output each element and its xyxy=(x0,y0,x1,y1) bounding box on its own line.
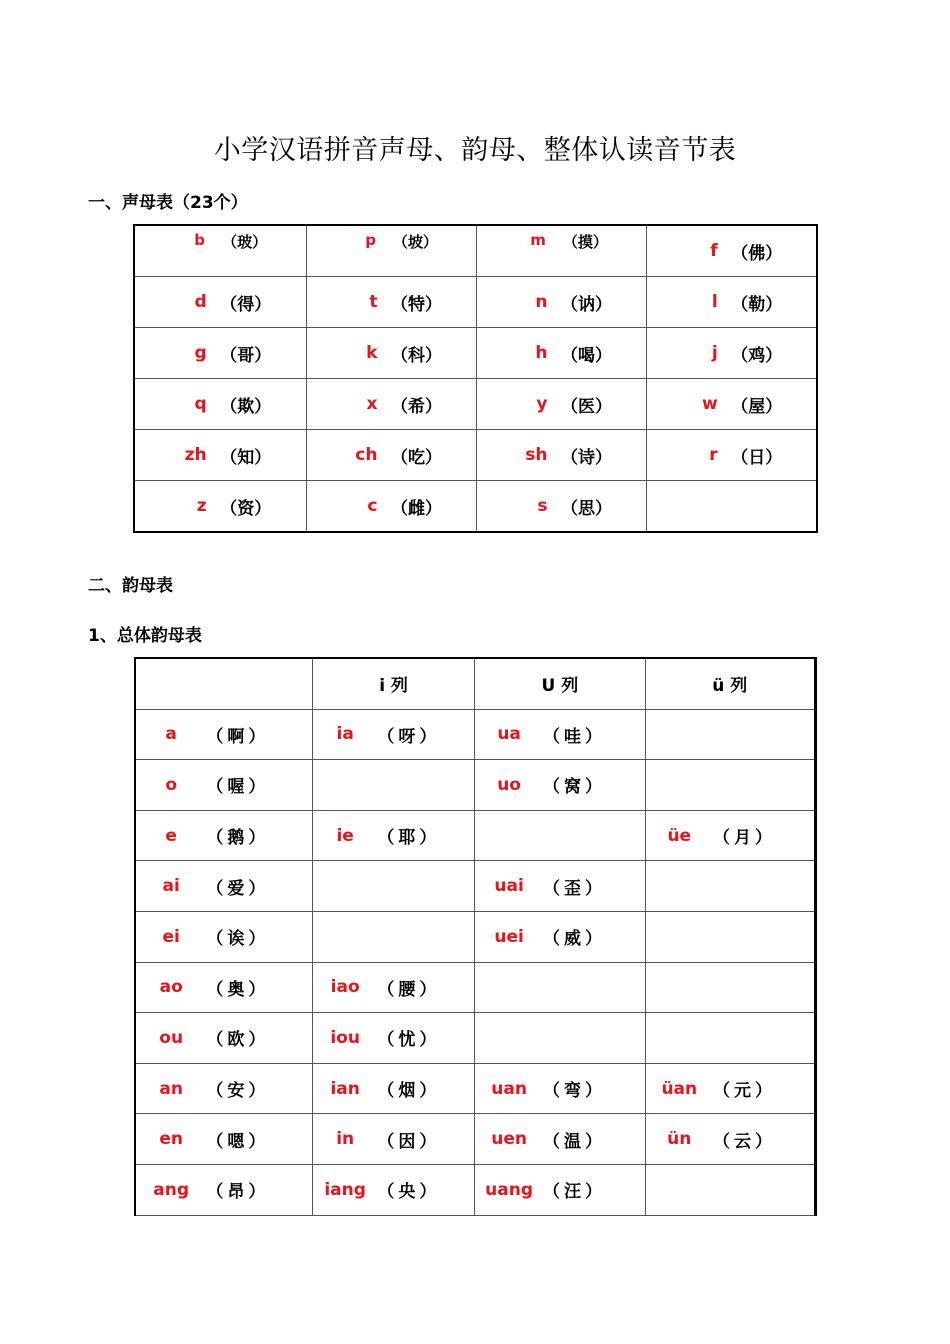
table-cell xyxy=(645,911,815,962)
pinyin-text: n xyxy=(535,292,548,312)
hanzi-example: （知） xyxy=(220,447,272,468)
pinyin-text: zh xyxy=(184,445,207,465)
table-cell xyxy=(475,861,645,912)
table-row xyxy=(135,911,816,962)
table-cell xyxy=(646,225,817,277)
table-row xyxy=(135,1013,816,1064)
hanzi-example: （欺） xyxy=(220,396,272,417)
syllable-entry xyxy=(313,1025,474,1050)
table-cell xyxy=(312,1063,474,1114)
hanzi-example: （思） xyxy=(560,498,612,519)
hanzi-example: （窝） xyxy=(542,777,606,798)
table-row xyxy=(134,225,817,277)
pinyin-text: en xyxy=(159,1129,183,1150)
table-row xyxy=(134,430,817,481)
syllable-entry xyxy=(477,443,646,468)
table-cell xyxy=(646,328,817,379)
pinyin-text: m xyxy=(530,231,546,249)
table-cell xyxy=(476,328,646,379)
hanzi-example: （因） xyxy=(377,1131,441,1152)
table-cell xyxy=(312,1164,474,1215)
table-row xyxy=(135,1063,816,1114)
pinyin-text: p xyxy=(365,231,376,249)
table-cell xyxy=(134,481,306,533)
table-cell xyxy=(645,1164,815,1215)
pinyin-text: in xyxy=(336,1129,355,1150)
pinyin-text: o xyxy=(165,774,178,795)
table-row xyxy=(135,1114,816,1165)
hanzi-example: （诶） xyxy=(206,929,270,950)
table-cell xyxy=(645,962,815,1013)
table-cell xyxy=(312,861,474,912)
syllable-entry xyxy=(313,1127,474,1152)
syllable-entry xyxy=(136,874,312,899)
finals-table xyxy=(134,657,817,1216)
pinyin-text: y xyxy=(536,394,548,414)
hanzi-example: （雌） xyxy=(390,498,442,519)
syllable-entry xyxy=(135,227,306,275)
hanzi-example: （弯） xyxy=(542,1081,606,1102)
syllable-entry xyxy=(647,392,817,417)
pinyin-text: w xyxy=(701,394,718,414)
syllable-entry xyxy=(136,975,312,1000)
pinyin-text: uai xyxy=(494,876,524,897)
syllable-entry xyxy=(136,924,312,949)
syllable-entry xyxy=(477,290,646,315)
table-cell xyxy=(645,1063,815,1114)
table-cell xyxy=(312,1114,474,1165)
hanzi-example: （喔） xyxy=(206,777,270,798)
table-cell xyxy=(646,379,817,430)
syllable-entry xyxy=(313,1076,474,1101)
table-cell xyxy=(645,861,815,912)
table-cell xyxy=(475,1164,645,1215)
table-cell xyxy=(306,277,476,328)
table-cell xyxy=(475,1063,645,1114)
pinyin-text: b xyxy=(194,231,206,249)
table-header-row xyxy=(135,658,816,709)
syllable-entry xyxy=(135,341,306,366)
table-cell xyxy=(475,760,645,811)
table-cell xyxy=(475,810,645,861)
table-cell xyxy=(645,709,815,760)
pinyin-text: ou xyxy=(159,1027,184,1048)
syllable-entry xyxy=(135,290,306,315)
table-cell xyxy=(135,861,312,912)
table-cell xyxy=(135,1013,312,1064)
syllable-entry xyxy=(477,227,646,275)
syllable-entry xyxy=(647,443,817,468)
pinyin-text: f xyxy=(710,241,718,261)
pinyin-text: g xyxy=(194,343,207,363)
pinyin-text: ai xyxy=(162,876,180,897)
pinyin-text: ie xyxy=(336,825,354,846)
syllable-entry xyxy=(136,1177,312,1202)
hanzi-example: （玻） xyxy=(222,233,268,251)
syllable-entry xyxy=(307,290,476,315)
syllable-entry xyxy=(313,975,474,1000)
pinyin-text: ao xyxy=(159,977,183,998)
hanzi-example: （科） xyxy=(390,345,442,366)
table-cell xyxy=(306,379,476,430)
hanzi-example: （屋） xyxy=(731,396,783,417)
table-cell xyxy=(475,962,645,1013)
pinyin-text: c xyxy=(367,496,378,516)
pinyin-text: uan xyxy=(491,1078,527,1099)
hanzi-example: （央） xyxy=(377,1182,441,1203)
column-header: i 列 xyxy=(312,658,474,709)
hanzi-example: （勒） xyxy=(731,294,783,315)
table-cell xyxy=(135,760,312,811)
hanzi-example: （元） xyxy=(712,1081,776,1102)
hanzi-example: （佛） xyxy=(731,243,783,264)
hanzi-example: （忧） xyxy=(377,1030,441,1051)
page-title: 小学汉语拼音声母、韵母、整体认读音节表 xyxy=(213,135,737,166)
column-header: ü 列 xyxy=(645,658,815,709)
table-cell xyxy=(134,328,306,379)
syllable-entry xyxy=(313,722,474,747)
section-heading-initials: 一、声母表（23个） xyxy=(88,193,248,213)
syllable-entry xyxy=(647,341,817,366)
table-cell xyxy=(306,481,476,533)
pinyin-text: ia xyxy=(336,724,354,745)
table-cell xyxy=(476,225,646,277)
hanzi-example: （摸） xyxy=(562,233,608,251)
hanzi-example: （资） xyxy=(220,498,272,519)
table-cell xyxy=(475,709,645,760)
syllable-entry xyxy=(477,341,646,366)
table-cell xyxy=(306,328,476,379)
pinyin-text: e xyxy=(165,825,177,846)
syllable-entry xyxy=(307,227,476,275)
pinyin-text: uen xyxy=(491,1129,527,1150)
section-heading-finals: 二、韵母表 xyxy=(88,576,173,596)
hanzi-example: （鸡） xyxy=(731,345,783,366)
hanzi-example: （诗） xyxy=(560,447,612,468)
syllable-entry xyxy=(646,823,814,848)
pinyin-text: uang xyxy=(485,1179,534,1200)
table-cell xyxy=(134,277,306,328)
syllable-entry xyxy=(307,443,476,468)
hanzi-example: （耶） xyxy=(377,828,441,849)
syllable-entry xyxy=(135,443,306,468)
hanzi-example: （温） xyxy=(542,1131,606,1152)
hanzi-example: （欧） xyxy=(206,1030,270,1051)
table-cell xyxy=(135,962,312,1013)
syllable-entry xyxy=(475,924,644,949)
hanzi-example: （医） xyxy=(560,396,612,417)
table-cell xyxy=(475,1114,645,1165)
table-cell xyxy=(134,430,306,481)
table-cell xyxy=(135,709,312,760)
pinyin-text: s xyxy=(537,496,548,516)
hanzi-example: （吃） xyxy=(390,447,442,468)
table-cell xyxy=(476,277,646,328)
syllable-entry xyxy=(136,1025,312,1050)
hanzi-example: （奥） xyxy=(206,979,270,1000)
table-row xyxy=(135,760,816,811)
column-header: U 列 xyxy=(475,658,645,709)
syllable-entry xyxy=(307,341,476,366)
hanzi-example: （月） xyxy=(712,828,776,849)
hanzi-example: （昂） xyxy=(206,1182,270,1203)
pinyin-text: q xyxy=(194,394,207,414)
table-cell xyxy=(312,709,474,760)
initials-table xyxy=(133,224,818,533)
syllable-entry xyxy=(136,823,312,848)
pinyin-text: sh xyxy=(525,445,548,465)
column-header xyxy=(135,658,312,709)
table-cell xyxy=(646,430,817,481)
table-cell xyxy=(135,1164,312,1215)
table-cell xyxy=(134,225,306,277)
hanzi-example: （爱） xyxy=(206,878,270,899)
syllable-entry xyxy=(136,1127,312,1152)
pinyin-text: uo xyxy=(497,774,521,795)
syllable-entry xyxy=(135,392,306,417)
pinyin-text: ün xyxy=(667,1129,692,1150)
hanzi-example: （哇） xyxy=(542,726,606,747)
syllable-entry xyxy=(307,494,476,519)
hanzi-example: （安） xyxy=(206,1081,270,1102)
hanzi-example: （汪） xyxy=(542,1182,606,1203)
table-row xyxy=(134,481,817,533)
syllable-entry xyxy=(647,239,817,264)
table-cell xyxy=(312,760,474,811)
pinyin-text: r xyxy=(709,445,718,465)
table-cell xyxy=(135,1114,312,1165)
pinyin-text: üan xyxy=(661,1078,698,1099)
table-cell xyxy=(312,962,474,1013)
pinyin-text: l xyxy=(711,292,718,312)
hanzi-example: （嗯） xyxy=(206,1131,270,1152)
table-cell xyxy=(645,1114,815,1165)
table-cell xyxy=(476,481,646,533)
pinyin-text: iou xyxy=(330,1027,360,1048)
syllable-entry xyxy=(313,823,474,848)
table-cell xyxy=(312,911,474,962)
table-cell xyxy=(306,225,476,277)
hanzi-example: （鹅） xyxy=(206,828,270,849)
hanzi-example: （歪） xyxy=(542,878,606,899)
table-cell xyxy=(312,810,474,861)
pinyin-text: t xyxy=(369,292,378,312)
hanzi-example: （喝） xyxy=(560,345,612,366)
pinyin-text: ch xyxy=(355,445,378,465)
pinyin-text: an xyxy=(159,1078,183,1099)
pinyin-text: a xyxy=(165,724,177,745)
syllable-entry xyxy=(475,722,644,747)
pinyin-text: j xyxy=(711,343,718,363)
pinyin-text: x xyxy=(366,394,378,414)
table-cell xyxy=(306,430,476,481)
syllable-entry xyxy=(135,494,306,519)
syllable-entry xyxy=(136,772,312,797)
syllable-entry xyxy=(136,1076,312,1101)
table-cell xyxy=(135,810,312,861)
pinyin-text: iao xyxy=(330,977,360,998)
table-cell xyxy=(475,911,645,962)
pinyin-text: iang xyxy=(324,1179,366,1200)
table-row xyxy=(134,277,817,328)
syllable-entry xyxy=(477,494,646,519)
table-cell xyxy=(312,1013,474,1064)
pinyin-text: ei xyxy=(162,926,180,947)
table-cell xyxy=(645,810,815,861)
syllable-entry xyxy=(646,1076,814,1101)
table-cell xyxy=(645,1013,815,1064)
hanzi-example: （特） xyxy=(390,294,442,315)
syllable-entry xyxy=(477,392,646,417)
hanzi-example: （得） xyxy=(220,294,272,315)
table-row xyxy=(135,810,816,861)
pinyin-text: k xyxy=(366,343,378,363)
syllable-entry xyxy=(307,392,476,417)
pinyin-text: üe xyxy=(667,825,692,846)
hanzi-example: （腰） xyxy=(377,979,441,1000)
syllable-entry xyxy=(475,874,644,899)
table-row xyxy=(135,962,816,1013)
pinyin-text: ian xyxy=(330,1078,360,1099)
syllable-entry xyxy=(646,1127,814,1152)
hanzi-example: （威） xyxy=(542,929,606,950)
pinyin-text: z xyxy=(196,496,207,516)
table-cell xyxy=(646,277,817,328)
syllable-entry xyxy=(475,1127,644,1152)
hanzi-example: （坡） xyxy=(392,233,438,251)
subsection-heading-all-finals: 1、总体韵母表 xyxy=(88,626,202,646)
table-row xyxy=(135,709,816,760)
hanzi-example: （哥） xyxy=(220,345,272,366)
hanzi-example: （呀） xyxy=(377,726,441,747)
table-row xyxy=(135,861,816,912)
pinyin-text: ang xyxy=(153,1179,190,1200)
table-cell xyxy=(134,379,306,430)
table-cell xyxy=(475,1013,645,1064)
pinyin-text: ua xyxy=(497,724,521,745)
table-cell xyxy=(476,379,646,430)
pinyin-text: h xyxy=(535,343,548,363)
table-cell xyxy=(476,430,646,481)
pinyin-text: uei xyxy=(494,926,524,947)
table-cell xyxy=(135,911,312,962)
table-row xyxy=(134,379,817,430)
table-row xyxy=(134,328,817,379)
table-cell xyxy=(645,760,815,811)
hanzi-example: （日） xyxy=(731,447,783,468)
syllable-entry xyxy=(475,772,644,797)
hanzi-example: （希） xyxy=(390,396,442,417)
pinyin-text: d xyxy=(194,292,207,312)
syllable-entry xyxy=(313,1177,474,1202)
table-row xyxy=(135,1164,816,1215)
table-cell xyxy=(135,1063,312,1114)
syllable-entry xyxy=(647,290,817,315)
hanzi-example: （讷） xyxy=(560,294,612,315)
hanzi-example: （烟） xyxy=(377,1081,441,1102)
syllable-entry xyxy=(136,722,312,747)
syllable-entry xyxy=(475,1177,644,1202)
syllable-entry xyxy=(475,1076,644,1101)
hanzi-example: （云） xyxy=(712,1131,776,1152)
table-cell xyxy=(646,481,817,533)
hanzi-example: （啊） xyxy=(206,726,270,747)
